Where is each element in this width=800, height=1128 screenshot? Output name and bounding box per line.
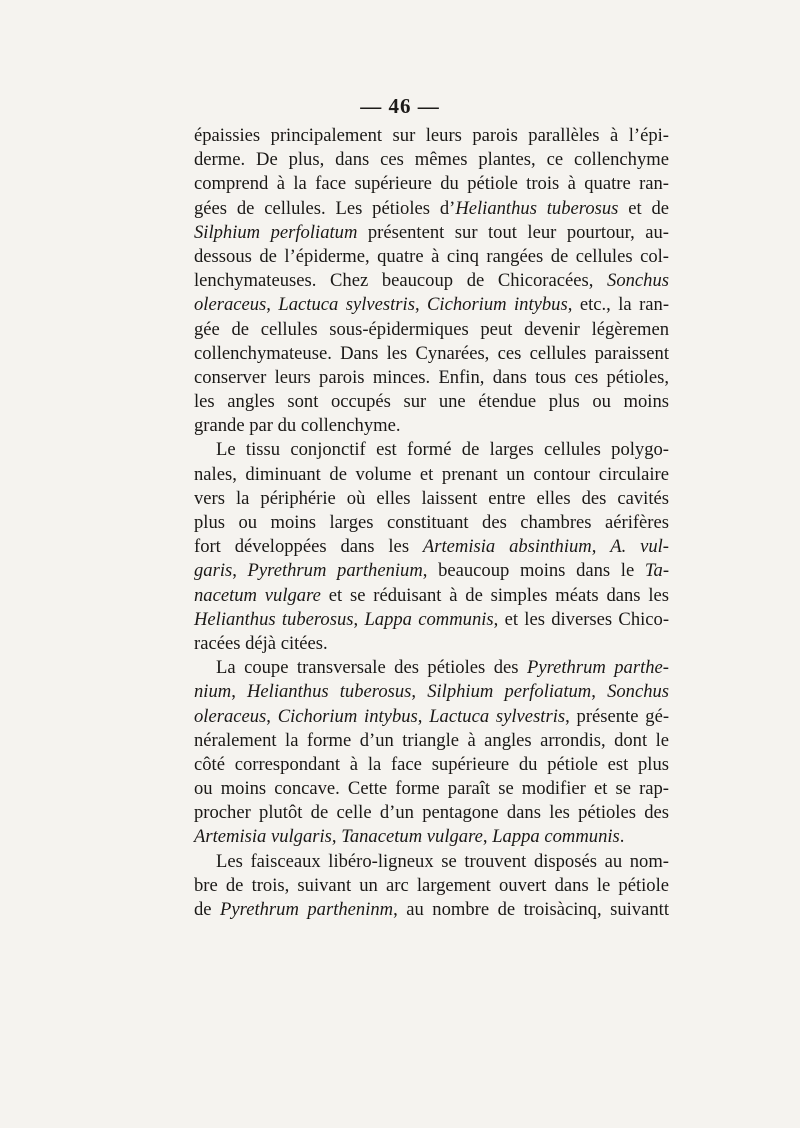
text-line: gée de cellules sous-épidermiques peut devenir légèremen [194, 318, 669, 340]
text-line: Les faisceaux libéro-ligneux se trouvent disposés au nom- [216, 850, 669, 872]
text-line: racées déjà citées. [194, 632, 328, 654]
text-line: fort développées dans les Artemisia absinthium, A. vul- [194, 536, 670, 558]
page-number: — 46 — [360, 94, 440, 118]
body-text [194, 124, 669, 922]
text-line: Artemisia vulgaris, Tanacetum vulgare, Lappa communis. [194, 826, 625, 848]
text-line: garis, Pyrethrum parthenium, beaucoup moins dans le Ta- [194, 560, 670, 582]
text-line: derme. De plus, dans ces mêmes plantes, ce collenchyme [194, 149, 669, 171]
text-line: nium, Helianthus tuberosus, Silphium perfoliatum, Sonchus [194, 681, 670, 703]
text-line: gées de cellules. Les pétioles d’Helianthus tuberosus et de [194, 197, 670, 219]
text-line: grande par du collenchyme. [194, 415, 401, 437]
text-line: Helianthus tuberosus, Lappa communis, et les diverses Chico- [194, 608, 670, 630]
text-line: ou moins concave. Cette forme paraît se modifier et se rap- [194, 778, 669, 800]
text-line: Le tissu conjonctif est formé de larges cellules polygo- [216, 439, 669, 461]
text-line: vers la périphérie où elles laissent entre elles des cavités [194, 487, 669, 509]
text-line: comprend à la face supérieure du pétiole trois à quatre ran- [194, 173, 669, 195]
text-line: dessous de l’épiderme, quatre à cinq rangées de cellules col- [194, 245, 669, 267]
text-line: côté correspondant à la face supérieure du pétiole est plus [194, 753, 669, 775]
text-line: oleraceus, Lactuca sylvestris, Cichorium intybus, etc., la ran- [194, 294, 670, 316]
text-line: épaissies principalement sur leurs parois parallèles à l’épi- [194, 125, 669, 146]
text-line: procher plutôt de celle d’un pentagone dans les pétioles des [194, 802, 669, 824]
text-line: La coupe transversale des pétioles des Pyrethrum parthe- [216, 657, 669, 679]
text-line: oleraceus, Cichorium intybus, Lactuca sylvestris, présente gé- [194, 705, 670, 727]
text-line: Silphium perfoliatum présentent sur tout leur pourtour, au- [194, 221, 670, 243]
text-line: néralement la forme d’un triangle à angles arrondis, dont le [194, 729, 669, 751]
text-line: de Pyrethrum partheninm, au nombre de troisàcinq, suivantt [194, 899, 669, 920]
text-line: plus ou moins larges constituant des chambres aérifères [194, 512, 669, 533]
text-line: les angles sont occupés sur une étendue plus ou moins [194, 391, 669, 413]
text-line: conserver leurs parois minces. Enfin, dans tous ces pétioles, [194, 366, 669, 388]
text-line: collenchymateuse. Dans les Cynarées, ces cellules paraissent [194, 342, 669, 364]
text-line: nacetum vulgare et se réduisant à de simples méats dans les [194, 584, 669, 606]
text-line: lenchymateuses. Chez beaucoup de Chicoracées, Sonchus [194, 270, 669, 292]
text-line: nales, diminuant de volume et prenant un contour circulaire [194, 463, 669, 485]
text-line: bre de trois, suivant un arc largement ouvert dans le pétiole [194, 874, 669, 896]
